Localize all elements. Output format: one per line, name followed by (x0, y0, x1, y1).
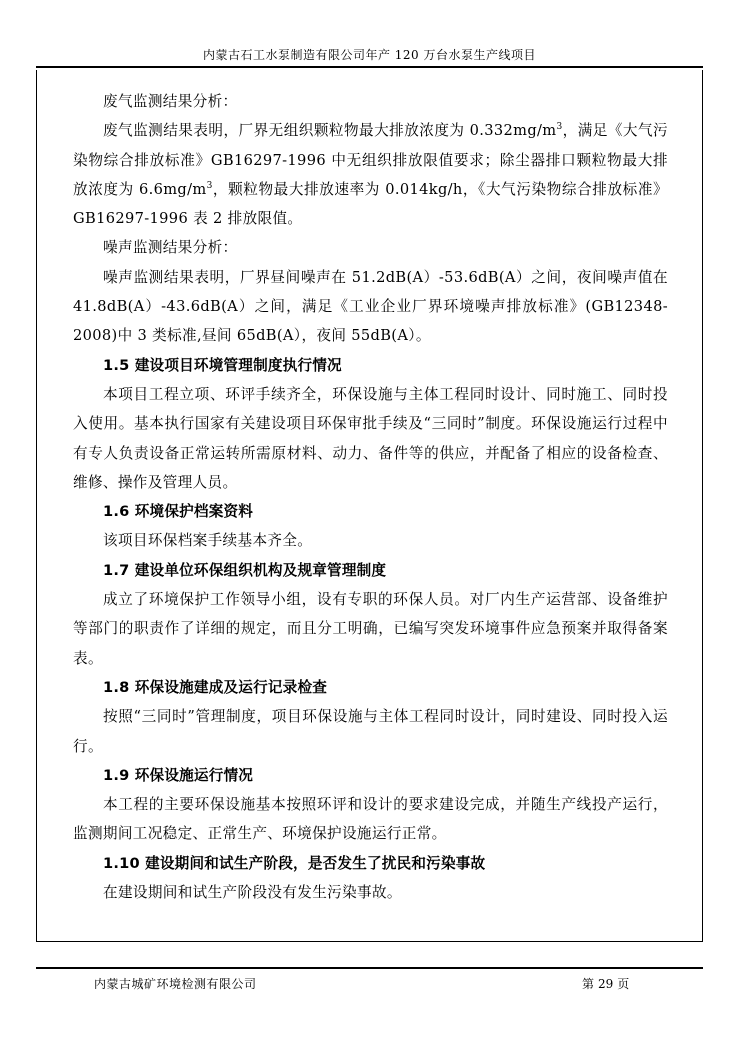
noise-paragraph: 噪声监测结果表明，厂界昼间噪声在 51.2dB(A）-53.6dB(A）之间，夜间噪声值在 41.8dB(A）-43.6dB(A）之间，满足《工业企业厂界环境噪声排放标准》(GB12348-2008)中 3 类标准,昼间 65dB(A），夜间 55dB(A）。 (73, 268, 668, 345)
footer-divider (36, 967, 703, 969)
section-1-6-heading: 1.6 环境保护档案资料 (103, 503, 254, 521)
section-1-10-body: 在建设期间和试生产阶段没有发生污染事故。 (103, 884, 402, 902)
content-box (36, 70, 703, 942)
section-1-7-heading: 1.7 建设单位环保组织机构及规章管理制度 (103, 561, 387, 579)
page-header: 内蒙古石工水泵制造有限公司年产 120 万台水泵生产线项目 (202, 48, 537, 62)
superscript-3: 3 (206, 181, 213, 192)
superscript-3: 3 (556, 122, 563, 133)
waste-gas-title: 废气监测结果分析： (103, 93, 238, 110)
section-1-9-heading: 1.9 环保设施运行情况 (103, 766, 254, 784)
waste-gas-text-b: ，满足《大气污染物综合排放标准》GB16297-1996 中无组织排放限值要求；除尘器排口颗粒物最大排放浓度为 6.6mg/m (73, 122, 668, 198)
footer-company: 内蒙古城矿环境检测有限公司 (94, 977, 257, 991)
section-1-9-body: 本工程的主要环保设施基本按照环评和设计的要求建设完成，并随生产线投产运行，监测期间工况稳定、正常生产、环境保护设施运行正常。 (73, 796, 668, 843)
noise-title: 噪声监测结果分析： (103, 239, 238, 257)
section-1-5-body: 本项目工程立项、环评手续齐全，环保设施与主体工程同时设计、同时施工、同时投入使用。基本执行国家有关建设项目环保审批手续及“三同时”制度。环保设施运行过程中有专人负责设备正常运转所需原材料、动力、备件等的供应，并配备了相应的设备检查、维修、操作及管理人员。 (73, 385, 668, 491)
section-1-8-body: 按照“三同时”管理制度，项目环保设施与主体工程同时设计，同时建设、同时投入运行。 (73, 708, 668, 755)
page-number-value: 29 (598, 977, 614, 991)
waste-gas-text-c: ，颗粒物最大排放速率为 0.014kg/h，《大气污染物综合排放标准》GB16297-1996 表 2 排放限值。 (73, 180, 669, 228)
waste-gas-text-a: 废气监测结果表明，厂界无组织颗粒物最大排放浓度为 0.332mg/m (103, 122, 557, 140)
section-1-7-body: 成立了环境保护工作领导小组，设有专职的环保人员。对厂内生产运营部、设备维护等部门的职责作了详细的规定，而且分工明确，已编写突发环境事件应急预案并取得备案表。 (73, 591, 668, 667)
page-prefix: 第 (582, 977, 595, 991)
section-1-10-heading: 1.10 建设期间和试生产阶段，是否发生了扰民和污染事故 (103, 854, 486, 872)
page-number (582, 975, 633, 992)
section-1-6-body: 该项目环保档案手续基本齐全。 (103, 532, 313, 550)
page-suffix: 页 (617, 977, 630, 991)
waste-gas-paragraph (73, 116, 668, 233)
section-1-8-heading: 1.8 环保设施建成及运行记录检查 (103, 678, 328, 696)
section-1-5-heading: 1.5 建设项目环境管理制度执行情况 (103, 356, 342, 374)
header-divider (36, 66, 703, 68)
